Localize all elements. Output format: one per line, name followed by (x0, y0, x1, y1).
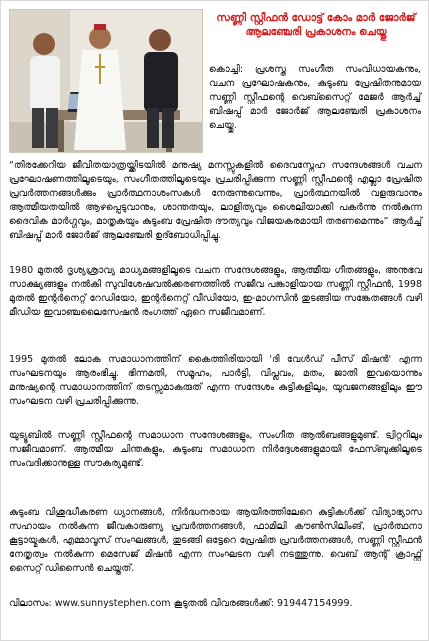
contact-footer: വിലാസം: www.sunnystephen.com കൂടുതല്‍ വിവരങ്ങള്‍ക്ക്: 919447154999. (9, 598, 353, 609)
paragraph-activities: കുടുംബ വിശുദ്ധീകരണ ധ്യാനങ്ങള്‍, നിര്‍ദ്ധനരായ ആയിരത്തിലേറെ കുട്ടികള്‍ക്ക് വിദ്യാഭ്യാസ സഹായം നല്‍കുന്ന ജീവകാരുണ്യ പ്രവര്‍ത്തനങ്ങള്‍, ഫാമിലി കൗണ്‍സിലിംങ്, പ്രാര്‍ത്ഥനാ കൂട്ടായ്മകള്‍, എമ്മാവൂസ് സംഘങ്ങള്‍, തുടങ്ങി ഒട്ടേറെ പ്രേഷിത പ്രവര്‍ത്തനങ്ങള്‍, സണ്ണി സ്റ്റീഫന്‍ നേതൃത്വം നല്‍കുന്ന മെസേജ് മിഷന്‍ എന്ന സംഘടന വഴി നടത്തുന്നു. വെബ് ആന്റ് ക്രാഫ്റ്റ് സൈറ്റ് ഡിസൈന്‍ ചെയ്തത്. (9, 507, 422, 574)
paragraph-peace-mission: 1995 മുതല്‍ ലോക സമാധാനത്തിന് കൈത്തിരിയായി 'ദി വേള്‍ഡ് പീസ് മിഷന്‍' എന്ന സംഘടനയും ആരംഭിച്ചു. ഭിന്നമതി, സമൂഹം, പാര്‍ട്ടി, വിപ്ലവം, മതം, ജാതി ഇവയൊന്നും മനുഷ്യന്റെ സമാധാനത്തിന് തടസ്സമാകരുത് എന്ന സന്ദേശം കുട്ടികളിലും, യുവജനങ്ങളിലും ഈ സംഘടന വഴി പ്രചരിപ്പിക്കുന്നു. (9, 354, 422, 407)
paragraph-social-media: യുട്യൂബില്‍ സണ്ണി സ്റ്റീഫന്റെ സമാധാന സന്ദേശങ്ങളും, സംഗീത ആല്‍ബങ്ങളുമുണ്ട്. ട്വിറ്ററിലും സജീവമാണ്. ആത്മീയ ചിന്തകളും, കുടുംബ സമാധാന നിര്‍ദ്ദേശങ്ങളുമായി ഫേസ്ബുക്കിലൂടെ സംവദിക്കാനുള്ള സൗകര്യമുണ്ട്. (9, 430, 422, 469)
paragraph-quote: “തിരക്കേറിയ ജീവിതയാത്രയ്ക്കിടയില്‍ മനുഷ്യ മനസ്സുകളില്‍ ദൈവസ്നേഹ സന്ദേശങ്ങള്‍ വചന പ്രഘോഷണത്തിലൂടെയും, സംഗീതത്തിലൂടെയും പ്രചരിപ്പിക്കുന്ന സണ്ണി സ്റ്റീഫന്റെ എല്ലാ പ്രേഷിത പ്രവര്‍ത്തനങ്ങള്‍ക്കും പ്രാര്‍ത്ഥനാശംസകള്‍ നേരുന്നുവെന്നും, പ്രാര്‍ത്ഥനയില്‍ വളരുവാനും ആത്മീയതയില്‍ ആഴപ്പെടുവാനും, ശാന്തതയും, ലാളിത്യവും ശൈലിയാക്കി പകര്‍ന്നു നല്‍കുന്ന ദൈവിക മാര്‍ഗ്ഗവും, മാതൃകയും കുടുംബ പ്രേഷിത ദൗത്യവും വിജയകരമായി തരണമെന്നും” ആര്‍ച്ച് ബിഷപ്പ് മാര്‍ ജോര്‍ജ് ആലഞ്ചേരി ഉദ്ബോധിപ്പിച്ചു. (9, 160, 422, 241)
event-photo (9, 9, 203, 153)
paragraph-media: 1980 മുതല്‍ ദൃശ്യശ്രാവ്യ മാധ്യമങ്ങളിലൂടെ വചന സന്ദേശങ്ങളും, ആത്മീയ ഗീതങ്ങളും, അനുഭവ സാക്ഷ്യങ്ങളും നല്‍കി സുവിശേഷവല്‍ക്കരണത്തില്‍ സജീവ പങ്കാളിയായ സണ്ണി സ്റ്റീഫന്‍, 1998 മുതല്‍ ഇന്റര്‍നെറ്റ് റേഡിയോ, ഇന്റര്‍നെറ്റ് വീഡിയോ, ഇ-മാഗസിന്‍ തുടങ്ങിയ സങ്കേതങ്ങള്‍ വഴി മീഡിയ ഇവാഞ്ചലൈസേഷന്‍ രംഗത്ത് ഏറെ സജീവമാണ്. (9, 265, 422, 318)
lead-paragraph: കൊച്ചി: പ്രശസ്ത സംഗീത സംവിധായകനും, വചന പ്രഘോഷകനും, കുടുംബ പ്രേഷിതനുമായ സണ്ണി സ്റ്റീഫന്റെ വെബ്സൈറ്റ് മേജര്‍ ആര്‍ച്ച് ബിഷപ്പ് മാര്‍ ജോര്‍ജ് ആലഞ്ചേരി പ്രകാശനം ചെയ്തു. (209, 64, 421, 131)
headline: സണ്ണി സ്റ്റീഫന്‍ ഡോട്ട് കോം മാര്‍ ജോര്‍ജ് ആലഞ്ചേരി പ്രകാശനം ചെയ്തു (216, 12, 416, 38)
